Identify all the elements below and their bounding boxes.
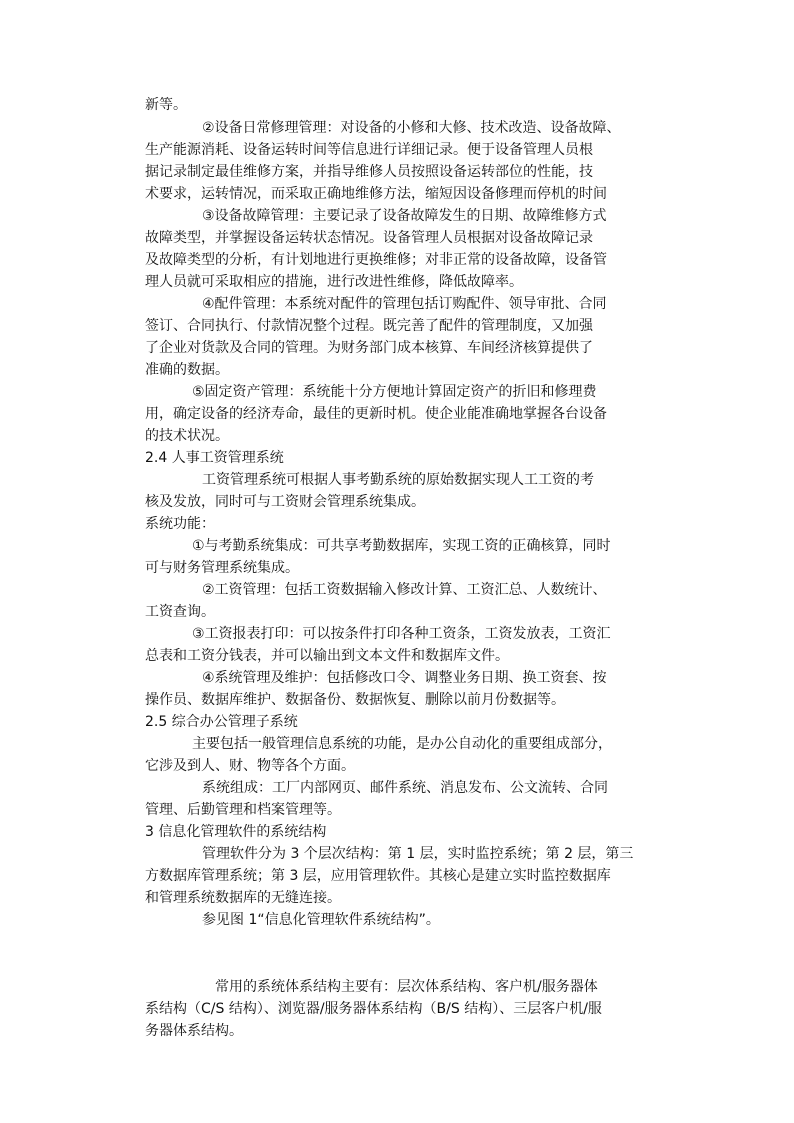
text-line: 系统功能： <box>145 516 215 532</box>
text-line: 务器体系结构。 <box>145 1023 243 1039</box>
text-line: ⑤固定资产管理：系统能十分方便地计算固定资产的折旧和修理费 <box>192 384 597 400</box>
text-line: 故障类型，并掌握设备运转状态情况。设备管理人员根据对设备故障记录 <box>145 230 593 246</box>
text-line: ③工资报表打印：可以按条件打印各种工资条，工资发放表，工资汇 <box>192 626 611 642</box>
text-line: 总表和工资分钱表，并可以输出到文本文件和数据库文件。 <box>145 648 509 664</box>
text-line: ①与考勤系统集成：可共享考勤数据库，实现工资的正确核算，同时 <box>192 538 611 554</box>
text-line: 术要求，运转情况，而采取正确地维修方法，缩短因设备修理而停机的时间 <box>145 186 607 202</box>
text-line: 可与财务管理系统集成。 <box>145 560 299 576</box>
text-line: 准确的数据。 <box>145 362 229 378</box>
text-line: 理人员就可采取相应的措施，进行改进性维修，降低故障率。 <box>145 274 523 290</box>
figure-reference: 参见图 1“信息化管理软件系统结构”。 <box>202 912 440 928</box>
text-line: 了企业对货款及合同的管理。为财务部门成本核算、车间经济核算提供了 <box>145 340 593 356</box>
text-line: 方数据库管理系统；第 3 层，应用管理软件。其核心是建立实时监控数据库 <box>145 868 611 884</box>
text-line: 常用的系统体系结构主要有：层次体系结构、客户机/服务器体 <box>215 979 598 995</box>
text-line: 它涉及到人、财、物等各个方面。 <box>145 758 355 774</box>
text-line: 生产能源消耗、设备运转时间等信息进行详细记录。便于设备管理人员根 <box>145 142 593 158</box>
text-line: 系结构（C/S 结构）、浏览器/服务器体系结构（B/S 结构）、三层客户机/服 <box>145 1001 602 1017</box>
section-heading: 2.4 人事工资管理系统 <box>145 450 284 466</box>
text-line: 系统组成：工厂内部网页、邮件系统、消息发布、公文流转、合同 <box>202 780 608 796</box>
text-line: 操作员、数据库维护、数据备份、数据恢复、删除以前月份数据等。 <box>145 692 565 708</box>
text-line: 签订、合同执行、付款情况整个过程。既完善了配件的管理制度，又加强 <box>145 318 593 334</box>
text-line: ④系统管理及维护：包括修改口令、调整业务日期、换工资套、按 <box>202 670 607 686</box>
text-line: 和管理系统数据库的无缝连接。 <box>145 890 341 906</box>
text-line: 及故障类型的分析，有计划地进行更换维修；对非正常的设备故障，设备管 <box>145 252 607 268</box>
text-line: ②工资管理：包括工资数据输入修改计算、工资汇总、人数统计、 <box>202 582 607 598</box>
text-line: 核及发放，同时可与工资财会管理系统集成。 <box>145 494 425 510</box>
text-line: ④配件管理：本系统对配件的管理包括订购配件、领导审批、合同 <box>202 296 607 312</box>
text-line: ②设备日常修理管理：对设备的小修和大修、技术改造、设备故障、 <box>202 120 621 136</box>
text-line: 管理软件分为 3 个层次结构：第 1 层，实时监控系统；第 2 层，第三 <box>202 846 634 862</box>
text-line: 新等。 <box>145 97 187 113</box>
text-line: ③设备故障管理：主要记录了设备故障发生的日期、故障维修方式 <box>202 208 607 224</box>
text-line: 据记录制定最佳维修方案，并指导维修人员按照设备运转部位的性能，技 <box>145 164 593 180</box>
text-line: 工资管理系统可根据人事考勤系统的原始数据实现人工工资的考 <box>202 472 594 488</box>
text-line: 用，确定设备的经济寿命，最佳的更新时机。使企业能准确地掌握各台设备 <box>145 406 607 422</box>
section-heading: 3 信息化管理软件的系统结构 <box>145 824 327 840</box>
text-line: 工资查询。 <box>145 604 215 620</box>
text-line: 主要包括一般管理信息系统的功能，是办公自动化的重要组成部分， <box>192 736 612 752</box>
section-heading: 2.5 综合办公管理子系统 <box>145 714 298 730</box>
text-line: 的技术状况。 <box>145 428 229 444</box>
text-line: 管理、后勤管理和档案管理等。 <box>145 802 341 818</box>
